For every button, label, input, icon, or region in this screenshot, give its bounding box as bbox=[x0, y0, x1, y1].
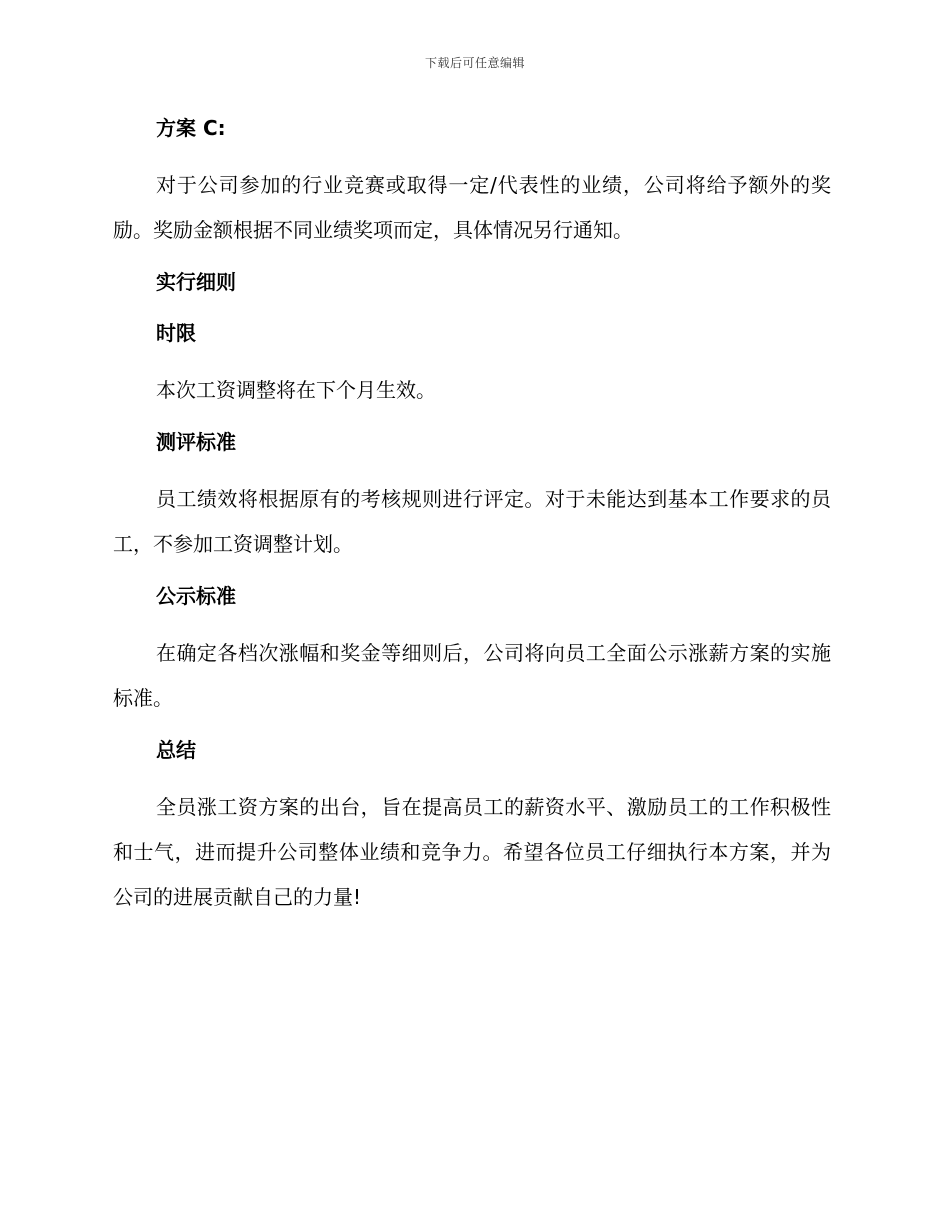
heading-time-limit: 时限 bbox=[156, 321, 196, 345]
heading-implementation-rules: 实行细则 bbox=[156, 270, 236, 294]
paragraph-evaluation-standard: 员工绩效将根据原有的考核规则进行评定。对于未能达到基本工作要求的员工，不参加工资调整计划。 bbox=[113, 487, 831, 556]
heading-evaluation-standard: 测评标准 bbox=[156, 430, 236, 454]
heading-publicity-standard: 公示标准 bbox=[156, 584, 236, 608]
heading-plan-c: 方案 C: bbox=[156, 116, 226, 140]
paragraph-plan-c: 对于公司参加的行业竞赛或取得一定/代表性的业绩，公司将给予额外的奖励。奖励金额根据不同业绩奖项而定，具体情况另行通知。 bbox=[113, 173, 831, 242]
header-note: 下载后可任意编辑 bbox=[424, 56, 525, 70]
paragraph-publicity-standard: 在确定各档次涨幅和奖金等细则后，公司将向员工全面公示涨薪方案的实施标准。 bbox=[113, 641, 831, 710]
heading-summary: 总结 bbox=[156, 738, 196, 762]
document-body bbox=[113, 112, 831, 920]
paragraph-time-limit: 本次工资调整将在下个月生效。 bbox=[156, 378, 436, 402]
paragraph-summary: 全员涨工资方案的出台，旨在提高员工的薪资水平、激励员工的工作积极性和士气，进而提升公司整体业绩和竞争力。希望各位员工仔细执行本方案，并为公司的进展贡献自己的力量! bbox=[113, 795, 831, 909]
